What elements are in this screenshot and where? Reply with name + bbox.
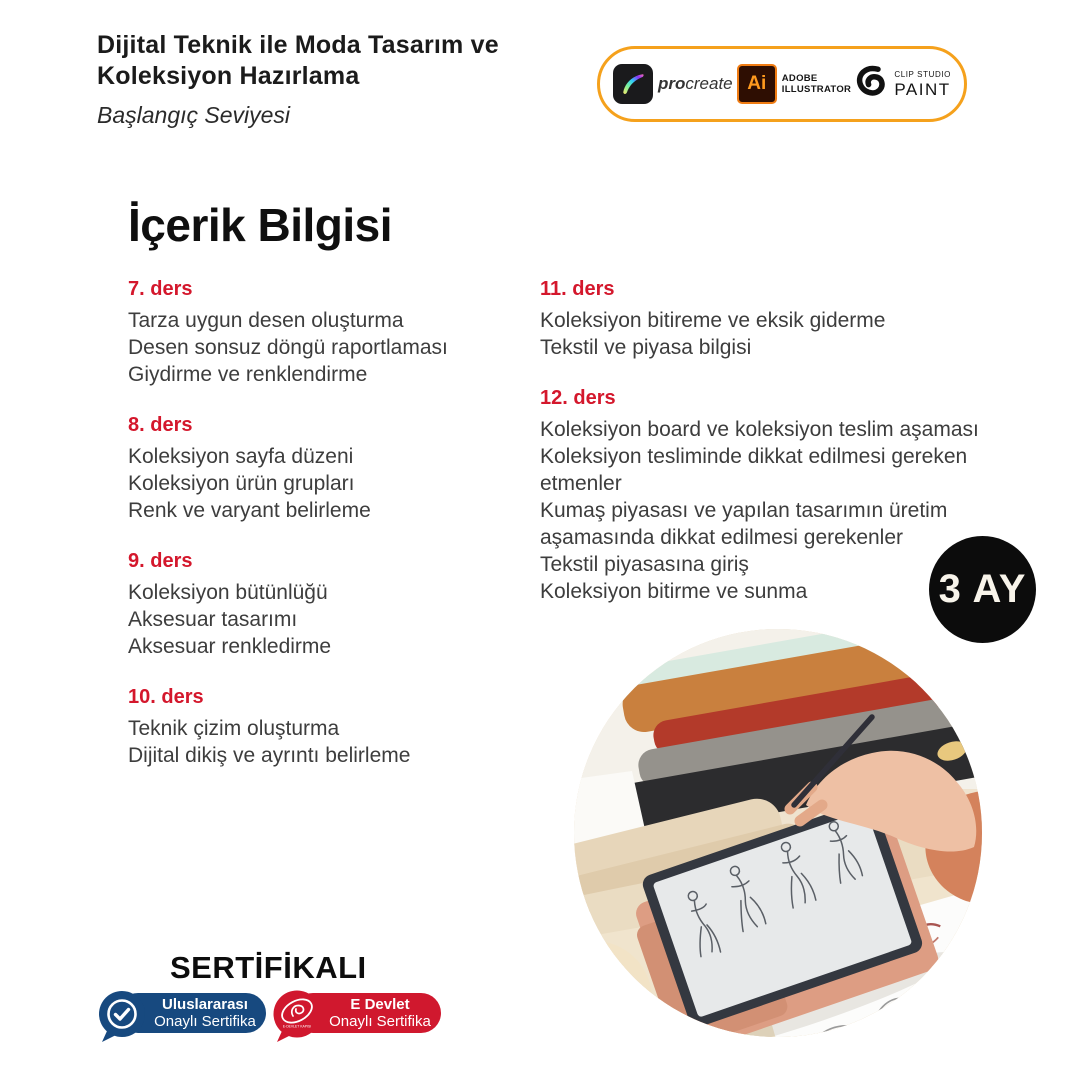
lesson-item: Tekstil ve piyasa bilgisi <box>540 336 752 359</box>
lesson-item: Aksesuar renkledirme <box>128 635 332 658</box>
lesson-item: Tekstil piyasasına giriş <box>540 553 749 576</box>
badge-international-line2: Onaylı Sertifika <box>154 1013 256 1030</box>
content-heading: İçerik Bilgisi <box>128 199 393 251</box>
procreate-icon <box>613 64 653 104</box>
lesson-item: Teknik çizim oluşturma <box>128 717 340 740</box>
lesson-title: 12. ders <box>540 387 616 409</box>
course-title-line1: Dijital Teknik ile Moda Tasarım ve <box>97 31 499 59</box>
software-tools-bar <box>597 46 967 122</box>
badge-edevlet-line1: E Devlet <box>350 996 410 1013</box>
badge-edevlet-line2: Onaylı Sertifika <box>329 1013 431 1030</box>
course-title <box>97 30 499 92</box>
badge-international-line1: Uluslararası <box>162 996 248 1013</box>
lesson-item: Koleksiyon ürün grupları <box>128 472 355 495</box>
tool-procreate <box>613 64 733 104</box>
adobe-label-line2: ILLUSTRATOR <box>781 84 852 95</box>
adobe-label-line1: ADOBE <box>781 72 818 84</box>
lesson-item: Renk ve varyant belirleme <box>128 499 371 522</box>
lesson-item: Kumaş piyasası ve yapılan tasarımın üretim aşamasında dikkat edilmesi gerekenler <box>540 499 948 549</box>
lesson-item: Koleksiyon tesliminde dikkat edilmesi gereken etmenler <box>540 445 968 495</box>
lessons-left-column <box>128 276 528 793</box>
clip-studio-icon <box>855 65 889 104</box>
course-photo <box>574 629 982 1037</box>
lesson-title: 8. ders <box>128 414 193 436</box>
lesson-title: 9. ders <box>128 550 193 572</box>
course-level: Başlangıç Seviyesi <box>97 102 291 128</box>
lesson-12 <box>540 385 990 605</box>
clip-studio-label-line1: CLIP STUDIO <box>894 69 951 79</box>
lesson-item: Dijital dikiş ve ayrıntı belirleme <box>128 744 411 767</box>
lesson-item: Giydirme ve renklendirme <box>128 363 368 386</box>
lesson-item: Koleksiyon board ve koleksiyon teslim aşaması <box>540 418 979 441</box>
tool-illustrator <box>737 64 851 104</box>
lesson-title: 10. ders <box>128 686 204 708</box>
lesson-7 <box>128 276 528 388</box>
lesson-item: Koleksiyon bitireme ve eksik giderme <box>540 309 886 332</box>
lesson-item: Koleksiyon bütünlüğü <box>128 581 328 604</box>
lesson-item: Koleksiyon sayfa düzeni <box>128 445 354 468</box>
lesson-item: Koleksiyon bitirme ve sunma <box>540 580 808 603</box>
course-title-line2: Koleksiyon Hazırlama <box>97 62 360 90</box>
edevlet-caption: E-DEVLET KAPISI <box>282 1024 312 1029</box>
lesson-item: Aksesuar tasarımı <box>128 608 298 631</box>
lesson-11 <box>540 276 990 361</box>
lesson-title: 11. ders <box>540 278 615 300</box>
adobe-illustrator-icon: Ai <box>737 64 777 104</box>
procreate-label-bold: pro <box>658 74 686 93</box>
lesson-10 <box>128 684 528 769</box>
tool-clip-studio <box>855 65 951 104</box>
duration-badge: 3 AY <box>929 536 1036 643</box>
course-photo-illustration <box>574 629 982 1037</box>
clip-studio-label-line2: PAINT <box>894 79 951 99</box>
lesson-9 <box>128 548 528 660</box>
lesson-item: Tarza uygun desen oluşturma <box>128 309 404 332</box>
check-icon <box>97 990 147 1044</box>
adobe-illustrator-label <box>782 73 851 96</box>
procreate-label-light: create <box>685 74 733 93</box>
lessons-right-column <box>540 276 990 629</box>
lesson-item: Desen sonsuz döngü raportlaması <box>128 336 448 359</box>
procreate-label <box>658 74 733 94</box>
edevlet-icon <box>272 990 322 1044</box>
clip-studio-label <box>894 71 951 98</box>
lesson-title: 7. ders <box>128 278 193 300</box>
certified-heading: SERTİFİKALI <box>170 950 367 985</box>
lesson-8 <box>128 412 528 524</box>
